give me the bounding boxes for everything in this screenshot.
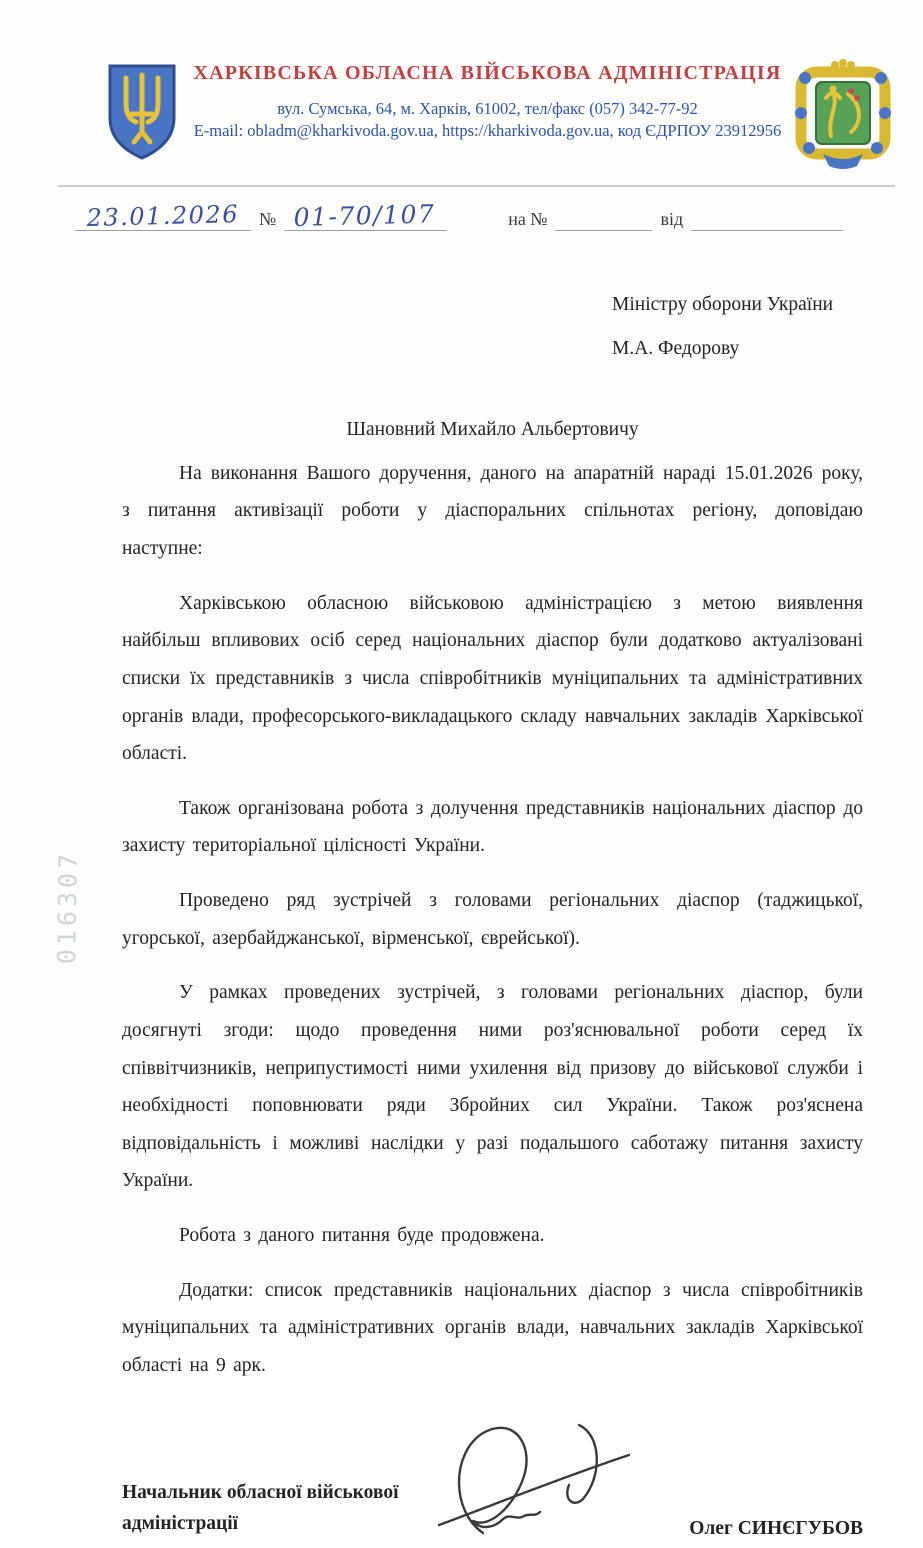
paragraph: На виконання Вашого доручення, даного на апаратній нараді 15.01.2026 року, з питання активізації роботи у діаспоральних спільнотах регіону, доповідаю наступне: bbox=[122, 462, 863, 559]
paragraph: Робота з даного питання буде продовжена. bbox=[179, 1225, 545, 1246]
incoming-number-label: на № bbox=[508, 209, 548, 229]
recipient-block bbox=[612, 283, 923, 371]
date-field bbox=[75, 200, 251, 232]
paragraph: У рамках проведених зустрічей, з головами регіональних діаспор, були досягнуті згоди: щодо проведення ними роз'яснювальної роботи серед їх співвітчизників, неприпустимості ними ухилення від призову до військової служби і необхідності поповнювати ряди Збройних сил України. Також роз'яснена відповідальність і можливі наслідки у разі подальшого саботажу питання захисту України. bbox=[122, 982, 863, 1192]
header-divider bbox=[58, 185, 895, 187]
paragraph: Проведено ряд зустрічей з головами регіональних діаспор (таджицької, угорської, азербайджанської, вірменської, єврейської). bbox=[122, 890, 863, 949]
signer-name: Олег СИНЄГУБОВ bbox=[689, 1517, 863, 1539]
address-line: вул. Сумська, 64, м. Харків, 61002, тел/факс (057) 342-77-92 bbox=[277, 99, 698, 118]
handwritten-date: 23.01.2026 bbox=[86, 200, 240, 232]
incoming-number-field bbox=[555, 230, 652, 231]
signature-block bbox=[122, 1413, 863, 1540]
paragraph: Також організована робота з долучення представників національних діаспор до захисту територіальної цілісності України. bbox=[122, 797, 863, 857]
handwritten-signature bbox=[431, 1413, 641, 1548]
paragraph: Харківською обласною військовою адміністрацією з метою виявлення найбільш впливових осіб серед національних діаспор були додатково актуалізовані списки їх представників з числа співробітників муніципальних та адміністративних органів влади, професорського-викладацького складу навчальних закладів Харківської області. bbox=[122, 592, 863, 765]
number-label: № bbox=[259, 209, 277, 229]
from-date-label: від bbox=[660, 209, 684, 229]
recipient-position: Міністру оборони України bbox=[612, 294, 834, 315]
handwritten-number: 01-70/107 bbox=[293, 199, 436, 232]
recipient-name: М.А. Федорову bbox=[612, 337, 740, 359]
letterhead-text bbox=[184, 58, 791, 143]
outgoing-number-field bbox=[284, 199, 446, 232]
from-date-field bbox=[691, 230, 843, 231]
letterhead bbox=[0, 0, 923, 175]
signer-position: Начальник обласної військової адміністрації bbox=[122, 1482, 399, 1535]
kharkiv-oblast-coat-of-arms bbox=[791, 58, 895, 175]
paragraph: Додатки: список представників національних діаспор з числа співробітників муніципальних та адміністративних органів влади, навчальних закладів Харківської області на 9 арк. bbox=[122, 1279, 863, 1376]
vertical-stamp-number: 016307 bbox=[52, 849, 83, 965]
letter-body bbox=[122, 419, 863, 1385]
ukraine-trident-emblem bbox=[100, 62, 184, 167]
contact-line: E-mail: obladm@kharkivoda.gov.ua, https://kharkivoda.gov.ua, код ЄДРПОУ 23912956 bbox=[193, 121, 782, 141]
organization-title: ХАРКІВСЬКА ОБЛАСНА ВІЙСЬКОВА АДМІНІСТРАЦІЯ bbox=[193, 62, 782, 84]
reference-line bbox=[75, 191, 863, 231]
salutation: Шановний Михайло Альбертовичу bbox=[346, 418, 639, 440]
